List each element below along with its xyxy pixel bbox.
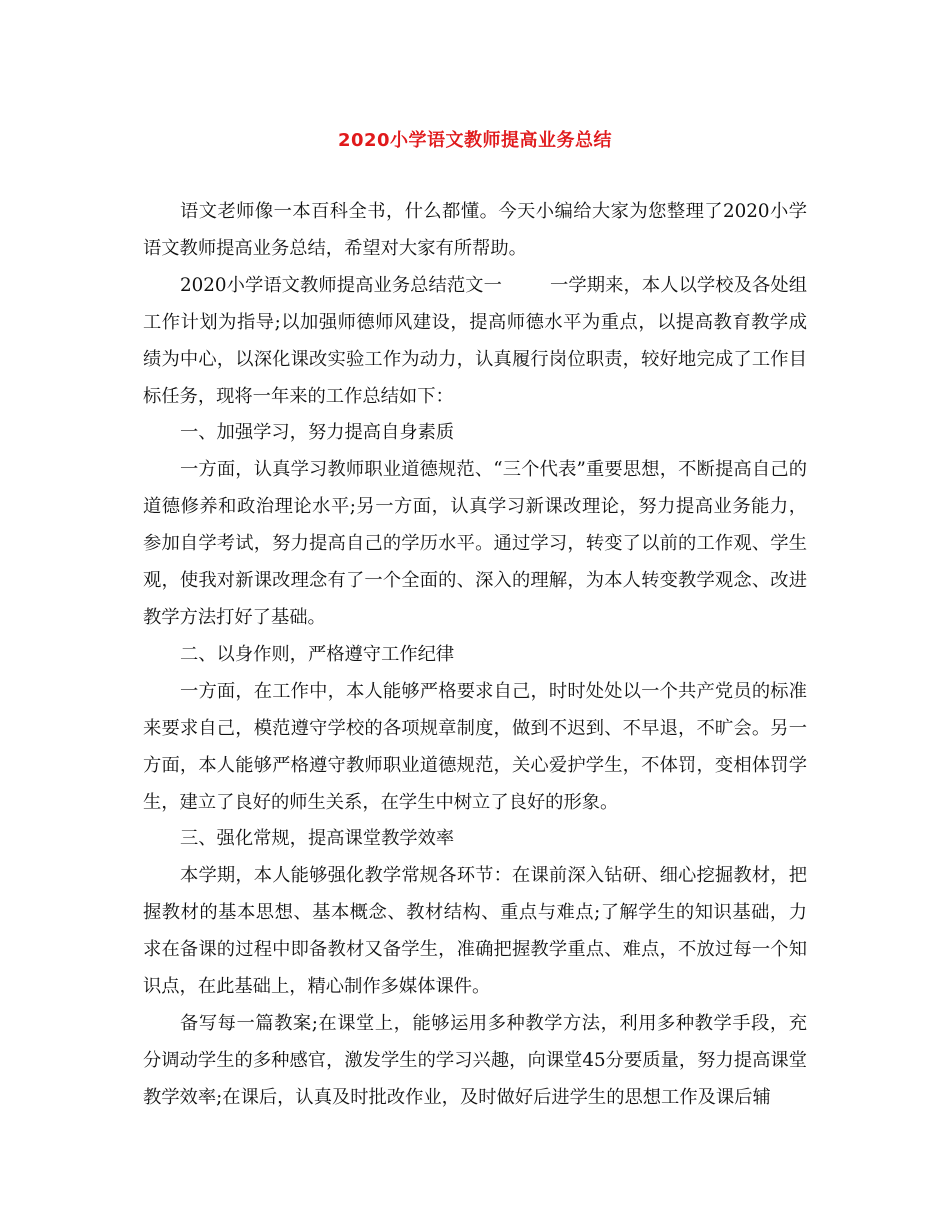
document-body: [143, 194, 807, 1117]
section-heading-1: 一、加强学习，努力提高自身素质: [180, 422, 455, 444]
section-paragraph-3: 本学期，本人能够强化教学常规各环节：在课前深入钻研、细心挖掘教材，把握教材的基本思想、基本概念、教材结构、重点与难点;了解学生的知识基础，力求在备课的过程中即备教材又备学生，准确把握教学重点、难点，不放过每一个知识点，在此基础上，精心制作多媒体课件。: [143, 865, 807, 998]
example-label: 2020小学语文教师提高业务总结范文一: [180, 274, 502, 296]
document-title: 2020小学语文教师提高业务总结: [337, 130, 613, 151]
example-paragraph: [143, 268, 807, 416]
section-heading-2: 二、以身作则，严格遵守工作纪律: [180, 643, 455, 665]
section-heading-3: 三、强化常规，提高课堂教学效率: [180, 828, 455, 850]
intro-paragraph: 语文老师像一本百科全书，什么都懂。今天小编给大家为您整理了2020小学语文教师提高业务总结，希望对大家有所帮助。: [143, 201, 807, 259]
section-paragraph-2: 一方面，在工作中，本人能够严格要求自己，时时处处以一个共产党员的标准来要求自己，模范遵守学校的各项规章制度，做到不迟到、不早退，不旷会。另一方面，本人能够严格遵守教师职业道德规范，关心爱护学生，不体罚，变相体罚学生，建立了良好的师生关系，在学生中树立了良好的形象。: [143, 680, 807, 813]
section-paragraph-4: 备写每一篇教案;在课堂上，能够运用多种教学方法，利用多种教学手段，充分调动学生的多种感官，激发学生的学习兴趣，向课堂45分要质量，努力提高课堂教学效率;在课后，认真及时批改作业，及时做好后进学生的思想工作及课后辅: [143, 1012, 807, 1108]
example-text: 一学期来，本人以学校及各处组工作计划为指导;以加强师德师风建设，提高师德水平为重点，以提高教育教学成绩为中心，以深化课改实验工作为动力，认真履行岗位职责，较好地完成了工作目标任务，现将一年来的工作总结如下：: [143, 274, 808, 407]
section-paragraph-1: 一方面，认真学习教师职业道德规范、“三个代表”重要思想，不断提高自己的道德修养和政治理论水平;另一方面，认真学习新课改理论，努力提高业务能力，参加自学考试，努力提高自己的学历水平。通过学习，转变了以前的工作观、学生观，使我对新课改理念有了一个全面的、深入的理解，为本人转变教学观念、改进教学方法打好了基础。: [143, 459, 807, 628]
